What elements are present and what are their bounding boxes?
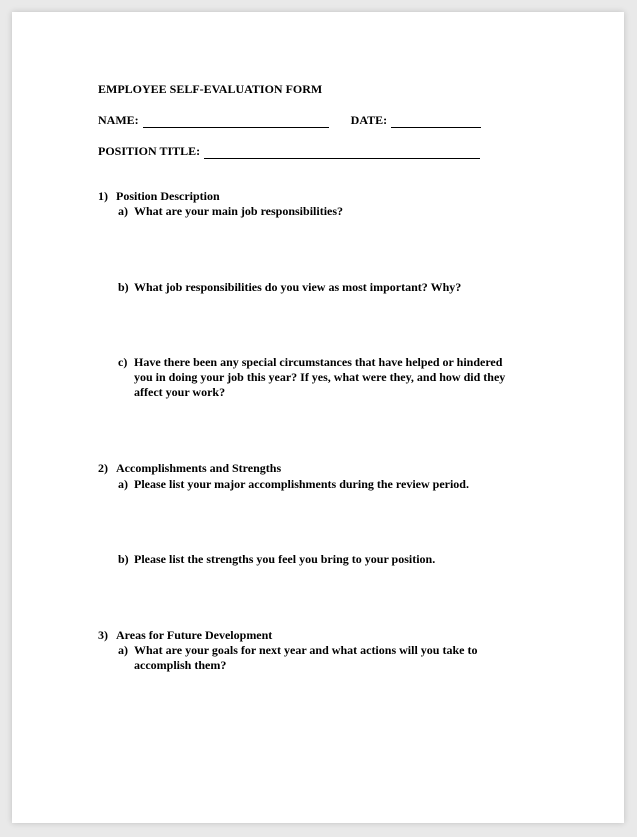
date-label: DATE: — [350, 113, 388, 127]
question-item — [118, 280, 524, 295]
question-letter: c) — [118, 355, 128, 369]
question-text: Please list your major accomplishments during the review period. — [134, 477, 469, 491]
name-field-line[interactable] — [143, 115, 329, 128]
section-number: 1) — [98, 189, 108, 203]
section-heading — [98, 189, 220, 204]
question-text: What are your main job responsibilities? — [134, 204, 344, 218]
position-title-label: POSITION TITLE: — [98, 144, 201, 158]
name-date-row — [98, 113, 481, 128]
question-text: Please list the strengths you feel you bring to your position. — [134, 552, 436, 566]
question-item — [118, 552, 524, 567]
position-title-field-line[interactable] — [204, 146, 480, 159]
section-title: Position Description — [116, 189, 220, 203]
section-heading — [98, 461, 281, 476]
section-number: 2) — [98, 461, 108, 475]
document-page — [12, 12, 624, 823]
question-letter: a) — [118, 204, 128, 218]
question-text: What job responsibilities do you view as most important? Why? — [134, 280, 462, 294]
question-text: Have there been any special circumstances that have helped or hindered you in doing your job this year? If yes, what were they, and how did they affect your work? — [134, 355, 506, 399]
question-letter: b) — [118, 280, 129, 294]
section-title: Accomplishments and Strengths — [116, 461, 282, 475]
date-field-line[interactable] — [391, 115, 481, 128]
question-letter: b) — [118, 552, 129, 566]
question-item — [118, 643, 524, 673]
name-label: NAME: — [98, 113, 139, 127]
question-letter: a) — [118, 477, 128, 491]
section-title: Areas for Future Development — [116, 628, 273, 642]
question-letter: a) — [118, 643, 128, 657]
position-row — [98, 144, 480, 159]
question-item — [118, 204, 524, 219]
question-text: What are your goals for next year and what actions will you take to accomplish them? — [134, 643, 478, 672]
section-number: 3) — [98, 628, 108, 642]
question-item — [118, 477, 524, 492]
question-item — [118, 355, 524, 400]
section-heading — [98, 628, 272, 643]
form-title: EMPLOYEE SELF-EVALUATION FORM — [98, 82, 323, 96]
